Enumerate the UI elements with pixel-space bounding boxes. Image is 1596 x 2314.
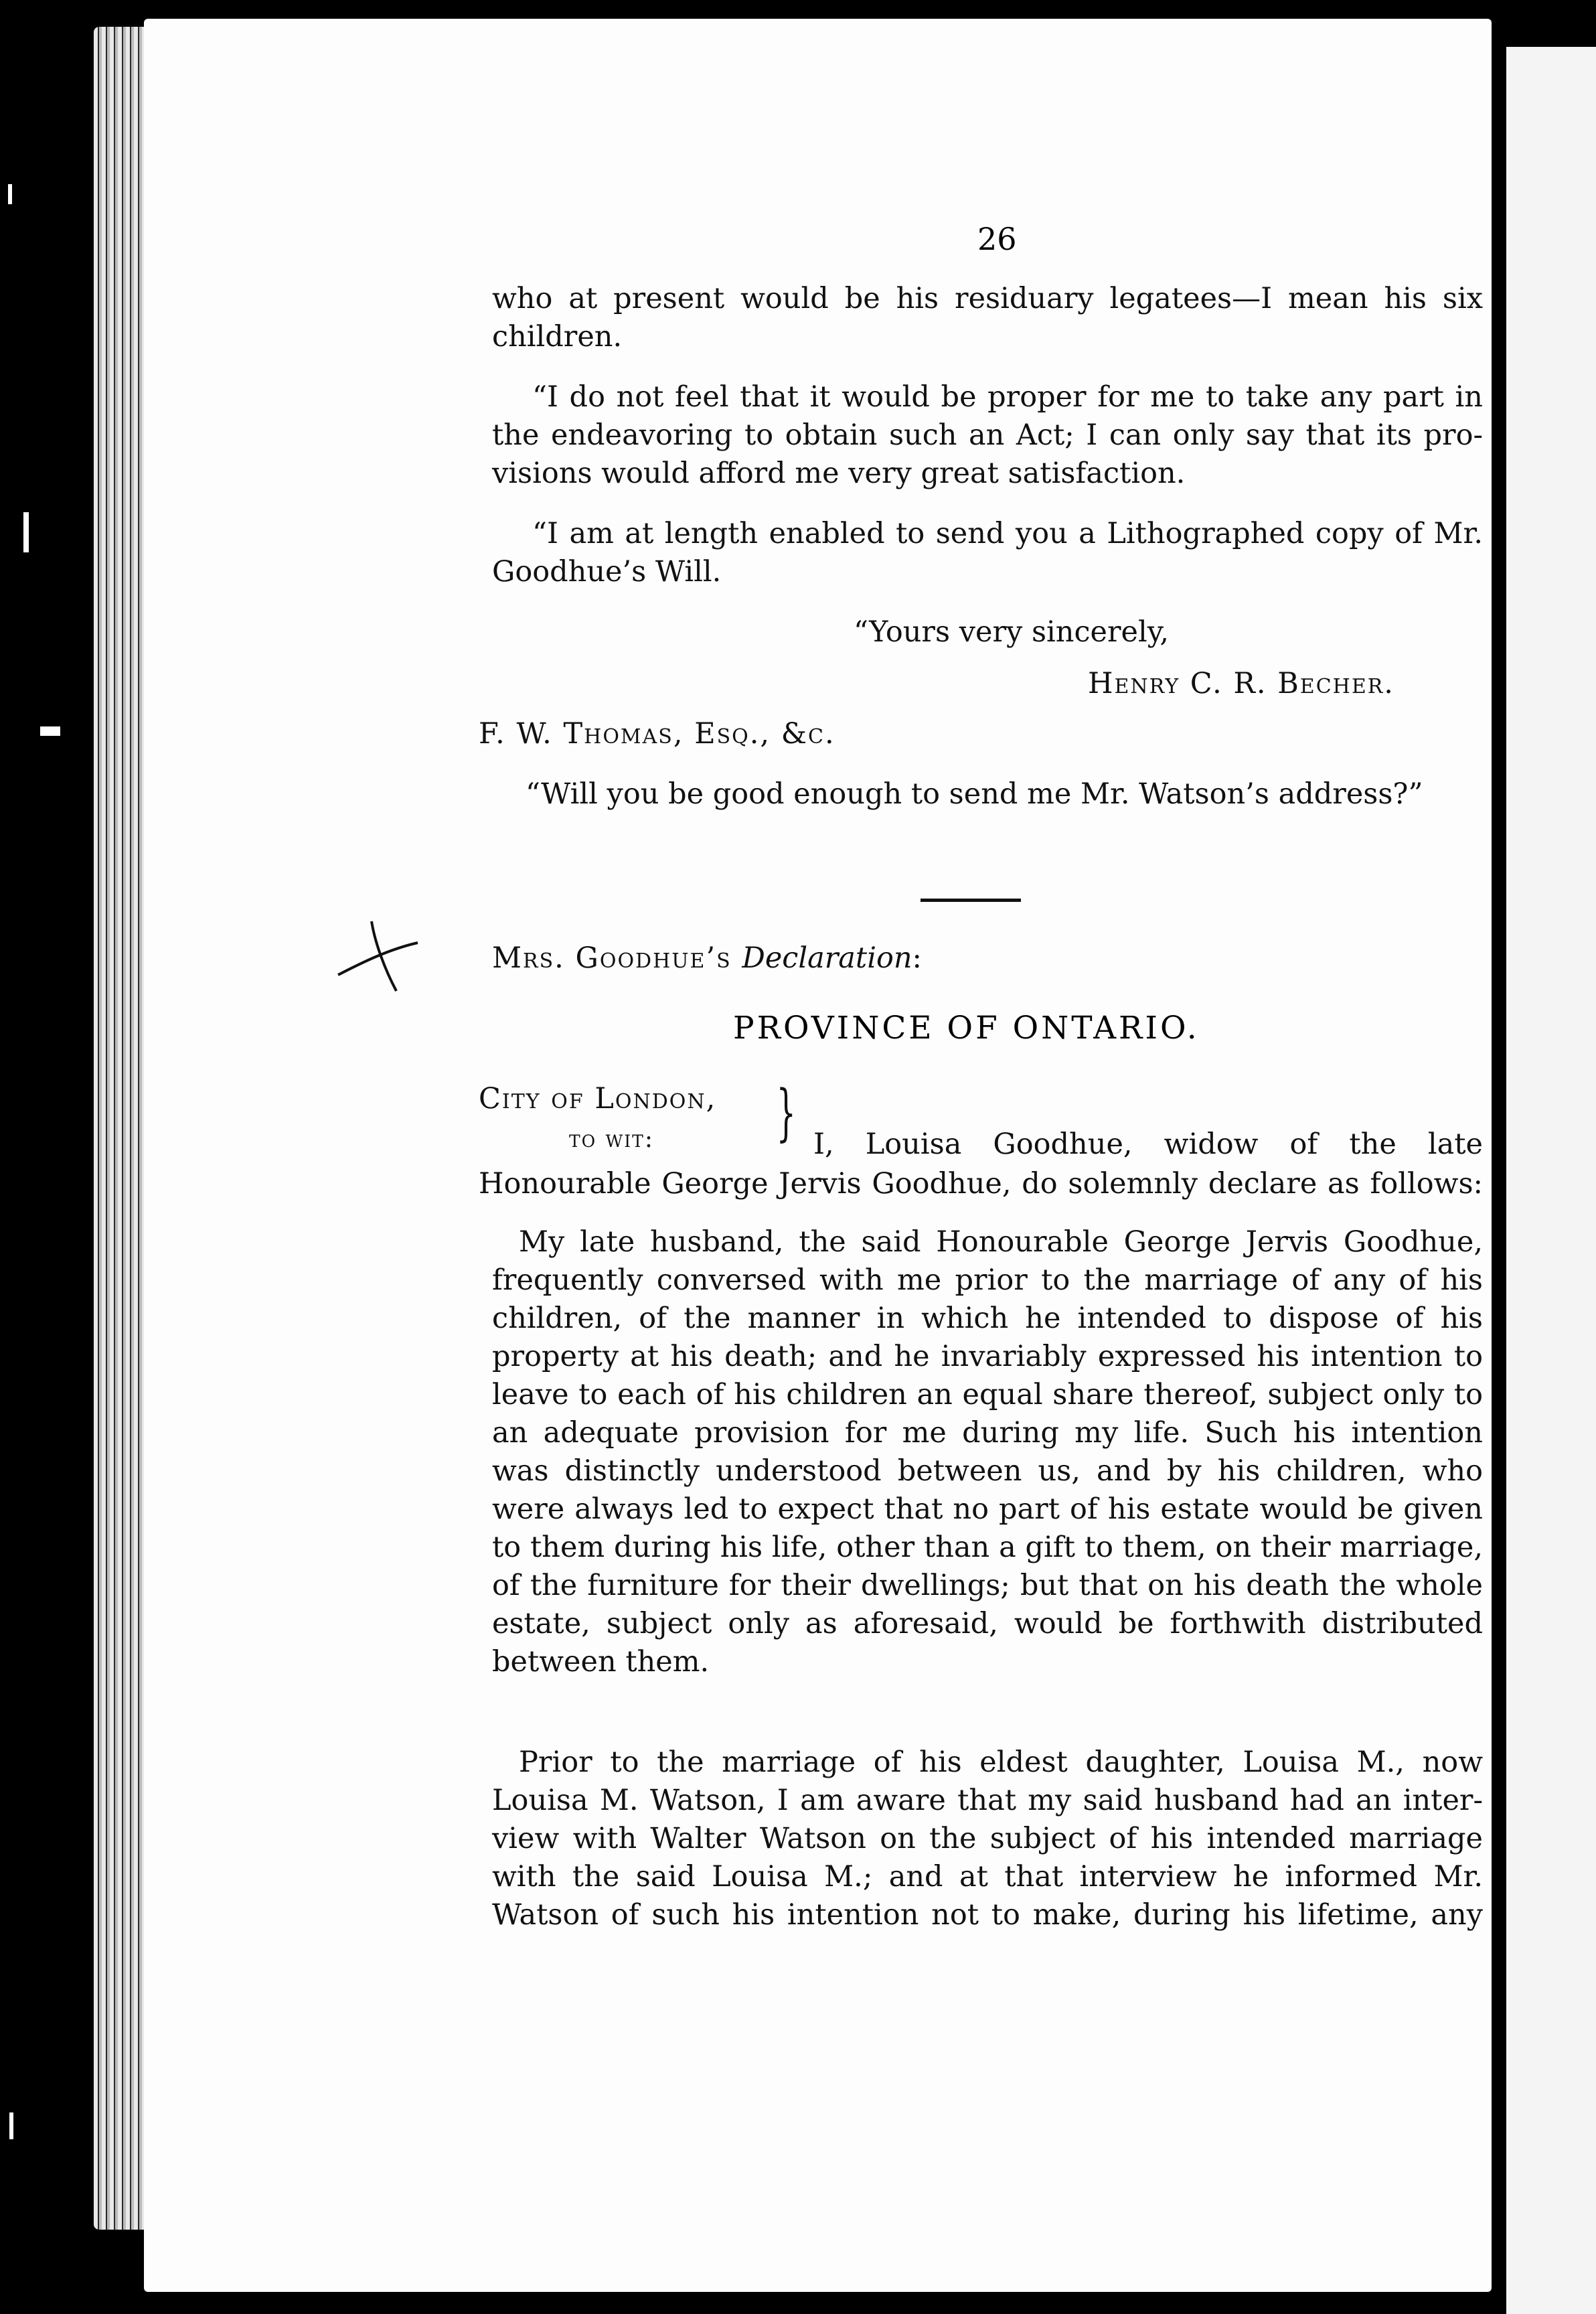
section-divider bbox=[921, 899, 1021, 902]
text-line: between them. bbox=[492, 1645, 710, 1679]
text-line: of the furniture for their dwellings; but that on his death the whole bbox=[492, 1569, 1483, 1602]
book-page bbox=[144, 19, 1492, 2292]
text-line: Louisa M. Watson, I am aware that my said husband had an inter- bbox=[492, 1784, 1483, 1817]
venue-brace: } bbox=[776, 1077, 796, 1148]
text-line: Prior to the marriage of his eldest daughter, Louisa M., now bbox=[519, 1746, 1483, 1779]
text-line: who at present would be his residuary legatees—I mean his six bbox=[492, 282, 1483, 315]
declaration-label-prefix: Mrs. Goodhue’s bbox=[492, 941, 742, 975]
signature-name: Henry C. R. Becher. bbox=[1088, 667, 1394, 700]
text-line: were always led to expect that no part of his estate would be given bbox=[492, 1492, 1483, 1526]
closing-salutation: “Yours very sincerely, bbox=[854, 615, 1170, 649]
text-line: “I am at length enabled to send you a Lithographed copy of Mr. bbox=[532, 517, 1483, 550]
adjacent-page bbox=[1506, 47, 1596, 2314]
venue-to-wit: to wit: bbox=[569, 1126, 654, 1153]
text-line: Honourable George Jervis Goodhue, do solemnly declare as follows: bbox=[479, 1167, 1483, 1201]
text-line: frequently conversed with me prior to the marriage of any of his bbox=[492, 1263, 1483, 1297]
text-line: “I do not feel that it would be proper for me to take any part in bbox=[532, 380, 1483, 414]
declaration-label-suffix: : bbox=[912, 941, 923, 975]
text-line: an adequate provision for me during my life. Such his intention bbox=[492, 1416, 1483, 1450]
page-number: 26 bbox=[977, 221, 1017, 257]
section-heading: PROVINCE OF ONTARIO. bbox=[733, 1010, 1200, 1047]
postscript: “Will you be good enough to send me Mr. Watson’s address?” bbox=[526, 777, 1423, 811]
text-line: estate, subject only as aforesaid, would be forthwith distributed bbox=[492, 1607, 1483, 1640]
declaration-label-emphasis: Declaration bbox=[742, 941, 912, 975]
scan-mark bbox=[23, 512, 29, 552]
text-line: children, of the manner in which he intended to dispose of his bbox=[492, 1302, 1483, 1335]
scan-mark bbox=[9, 2112, 13, 2139]
text-line: visions would afford me very great satisfaction. bbox=[492, 457, 1186, 490]
text-line: I, Louisa Goodhue, widow of the late bbox=[813, 1128, 1483, 1161]
handwritten-cross-mark bbox=[335, 916, 422, 996]
text-line: was distinctly understood between us, and by his children, who bbox=[492, 1454, 1483, 1488]
text-line: Goodhue’s Will. bbox=[492, 555, 722, 589]
text-line: property at his death; and he invariably expressed his intention to bbox=[492, 1340, 1483, 1373]
text-line: the endeavoring to obtain such an Act; I can only say that its pro- bbox=[492, 418, 1483, 452]
text-line: leave to each of his children an equal share thereof, subject only to bbox=[492, 1378, 1483, 1411]
scan-mark bbox=[8, 184, 12, 204]
text-line: to them during his life, other than a gift to them, on their marriage, bbox=[492, 1531, 1483, 1564]
venue-city: City of London, bbox=[479, 1082, 717, 1115]
text-line: view with Walter Watson on the subject of his intended marriage bbox=[492, 1822, 1483, 1855]
text-line: with the said Louisa M.; and at that interview he informed Mr. bbox=[492, 1860, 1483, 1894]
text-line: My late husband, the said Honourable George Jervis Goodhue, bbox=[519, 1225, 1483, 1259]
declaration-label bbox=[492, 939, 922, 978]
addressee: F. W. Thomas, Esq., &c. bbox=[479, 717, 835, 751]
text-line: Watson of such his intention not to make, during his lifetime, any bbox=[492, 1898, 1483, 1932]
text-line: children. bbox=[492, 320, 623, 354]
scan-mark bbox=[40, 726, 60, 736]
